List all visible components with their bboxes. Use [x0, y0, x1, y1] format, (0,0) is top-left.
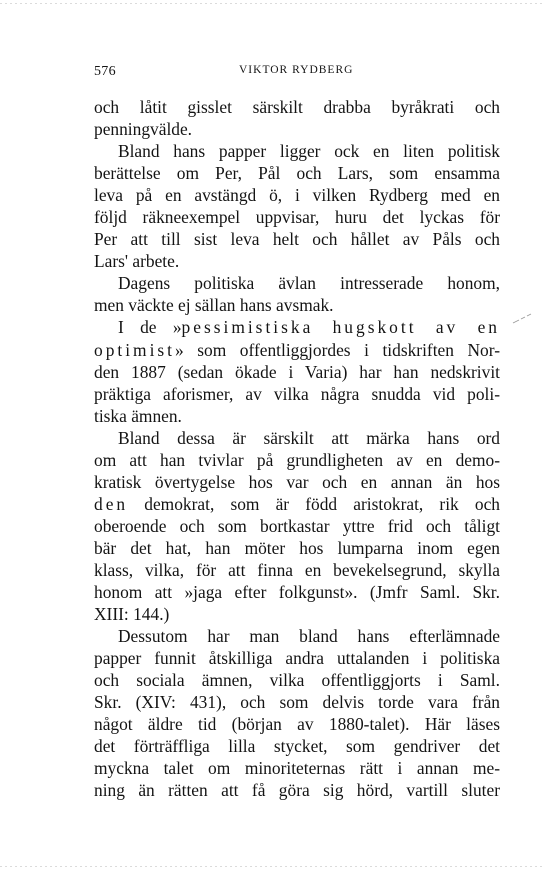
text-line: bär det hat, han möter hos lumparna inom egen	[94, 537, 500, 558]
margin-mark	[512, 312, 532, 326]
text-line: präktiga aforismer, av vilka några snudda vid poli-	[94, 383, 500, 404]
line-text: » som offentliggjordes i tidskriften Nor-	[175, 339, 500, 360]
text-line: kratisk övertygelse hos var och en annan än hos	[94, 471, 500, 492]
page-number: 576	[94, 64, 116, 79]
text-line: och låtit gisslet särskilt drabba byråkrati och	[94, 97, 500, 117]
spaced-emphasis: den	[94, 493, 129, 514]
text-line: berättelse om Per, Pål och Lars, som ensamma	[94, 163, 500, 184]
text-line: om att han tvivlar på grundligheten av en demo-	[94, 449, 500, 470]
running-title: VIKTOR RYDBERG	[239, 64, 354, 76]
text-line: klass, vilka, för att finna en bevekelsegrund, skylla	[94, 559, 500, 580]
text-line: ning än rätten att få göra sig hörd, vartill sluter	[94, 780, 500, 801]
text-line: men väckte ej sällan hans avsmak.	[94, 295, 334, 316]
text-line: Lars' arbete.	[94, 251, 180, 272]
text-line: honom att »jaga efter folkgunst». (Jmfr Saml. Skr.	[94, 582, 500, 603]
page-header	[94, 64, 500, 82]
spaced-emphasis: optimist	[94, 339, 176, 360]
text-line: Bland dessa är särskilt att märka hans ord	[118, 427, 500, 448]
text-line: det förträffliga lilla stycket, som gendriver det	[94, 736, 500, 757]
text-line	[94, 493, 500, 515]
text-line: något äldre tid (början av 1880-talet). Här läses	[94, 714, 500, 735]
text-line: leva på en avstängd ö, i vilken Rydberg med en	[94, 185, 500, 206]
text-line: följd räkneexempel uppvisar, huru det lyckas för	[94, 207, 500, 228]
text-line: Skr. (XIV: 431), och som delvis torde vara från	[94, 692, 500, 713]
text-line: XIII: 144.)	[94, 604, 170, 625]
text-line: papper funnit åtskilliga andra uttalanden i politiska	[94, 648, 500, 669]
text-line: tiska ämnen.	[94, 405, 182, 426]
line-text: I de »	[118, 317, 182, 338]
body-text	[94, 96, 500, 802]
text-line: oberoende och som bortkastar yttre frid och tåligt	[94, 515, 500, 536]
text-line: den 1887 (sedan ökade i Varia) har han nedskrivit	[94, 361, 500, 382]
spaced-emphasis: pessimistiska hugskott av en	[181, 317, 500, 338]
line-text: demokrat, som är född aristokrat, rik och	[128, 493, 500, 514]
text-line: myckna talet om minoriteternas rätt i annan me-	[94, 758, 500, 779]
scan-edge-top	[0, 3, 544, 4]
scan-edge-bottom	[0, 866, 544, 867]
text-line: Dagens politiska ävlan intresserade honom,	[118, 273, 500, 294]
text-line: Dessutom har man bland hans efterlämnade	[118, 626, 500, 647]
text-line: och sociala ämnen, vilka offentliggjorts i Saml.	[94, 670, 500, 691]
text-line: Bland hans papper ligger ock en liten politisk	[118, 141, 500, 162]
text-line	[94, 316, 500, 338]
text-line: penningvälde.	[94, 119, 193, 140]
text-line	[94, 339, 500, 361]
text-line: Per att till sist leva helt och hållet av Påls och	[94, 229, 500, 250]
